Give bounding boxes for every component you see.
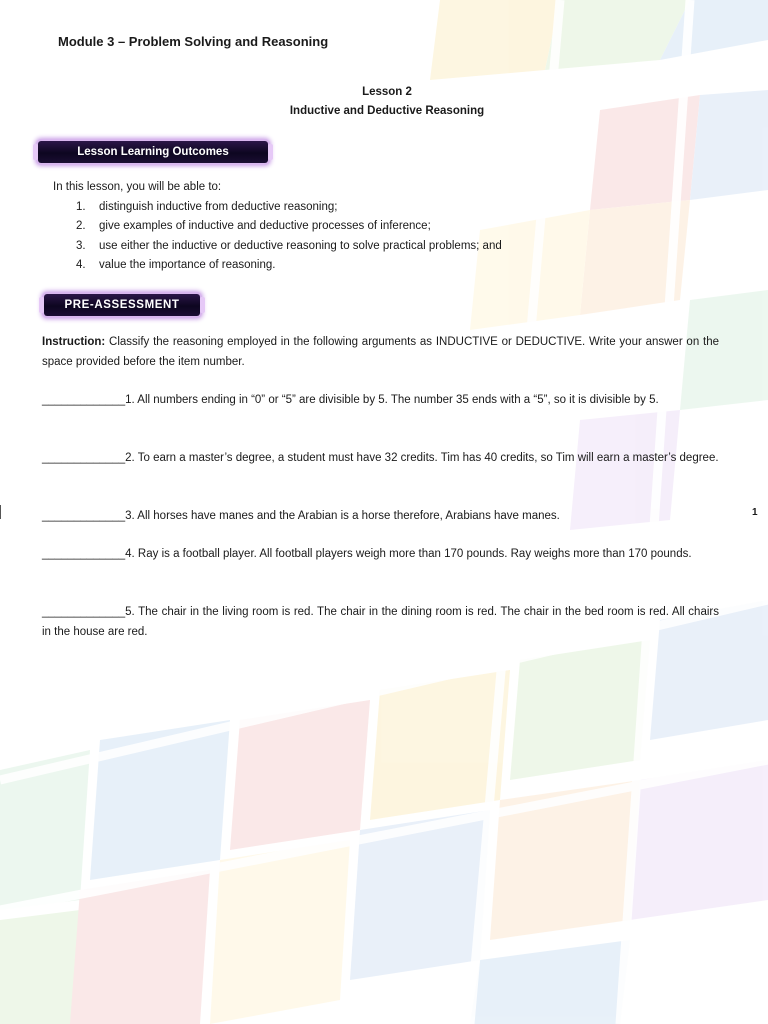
list-item: 1. distinguish inductive from deductive reasoning; — [76, 201, 338, 213]
module-title: Module 3 – Problem Solving and Reasoning — [58, 34, 329, 49]
pre-assessment-banner: PRE-ASSESSMENT — [44, 294, 200, 316]
question-item-3: _____________3. All horses have manes and the Arabian is a horse therefore, Arabians have manes. — [42, 510, 560, 522]
instruction-text: Classify the reasoning employed in the following arguments as INDUCTIVE or DEDUCTIVE. Write your answer on the space provided before the item number. — [42, 336, 719, 368]
outcomes-list — [76, 200, 502, 277]
list-item: 3. use either the inductive or deductive reasoning to solve practical problems; and — [76, 239, 502, 252]
intro-text: In this lesson, you will be able to: — [53, 181, 222, 193]
lesson-title: Inductive and Deductive Reasoning — [289, 105, 485, 117]
question-item-2: _____________2. To earn a master’s degree, a student must have 32 credits. Tim has 40 credits, so Tim will earn a master’s degree. — [42, 452, 719, 464]
instruction-label: Instruction: — [42, 336, 106, 348]
question-item-4: _____________4. Ray is a football player. All football players weigh more than 170 pounds. Ray weighs more than 170 pounds. — [42, 548, 692, 560]
question-item-1: _____________1. All numbers ending in “0” or “5” are divisible by 5. The number 35 ends with a “5”, so it is divisible by 5. — [42, 394, 659, 406]
instruction-paragraph — [42, 333, 719, 372]
margin-mark — [0, 505, 1, 519]
list-item: 4. value the importance of reasoning. — [76, 258, 276, 271]
page-number: 1 — [752, 507, 758, 518]
list-item: 2. give examples of inductive and deductive processes of inference; — [76, 220, 431, 233]
lesson-number: Lesson 2 — [362, 86, 412, 98]
learning-outcomes-banner: Lesson Learning Outcomes — [38, 141, 268, 163]
question-item-5: _____________5. The chair in the living room is red. The chair in the dining room is red. The chair in the bed room is red. All chairs in the house are red. — [42, 606, 719, 638]
